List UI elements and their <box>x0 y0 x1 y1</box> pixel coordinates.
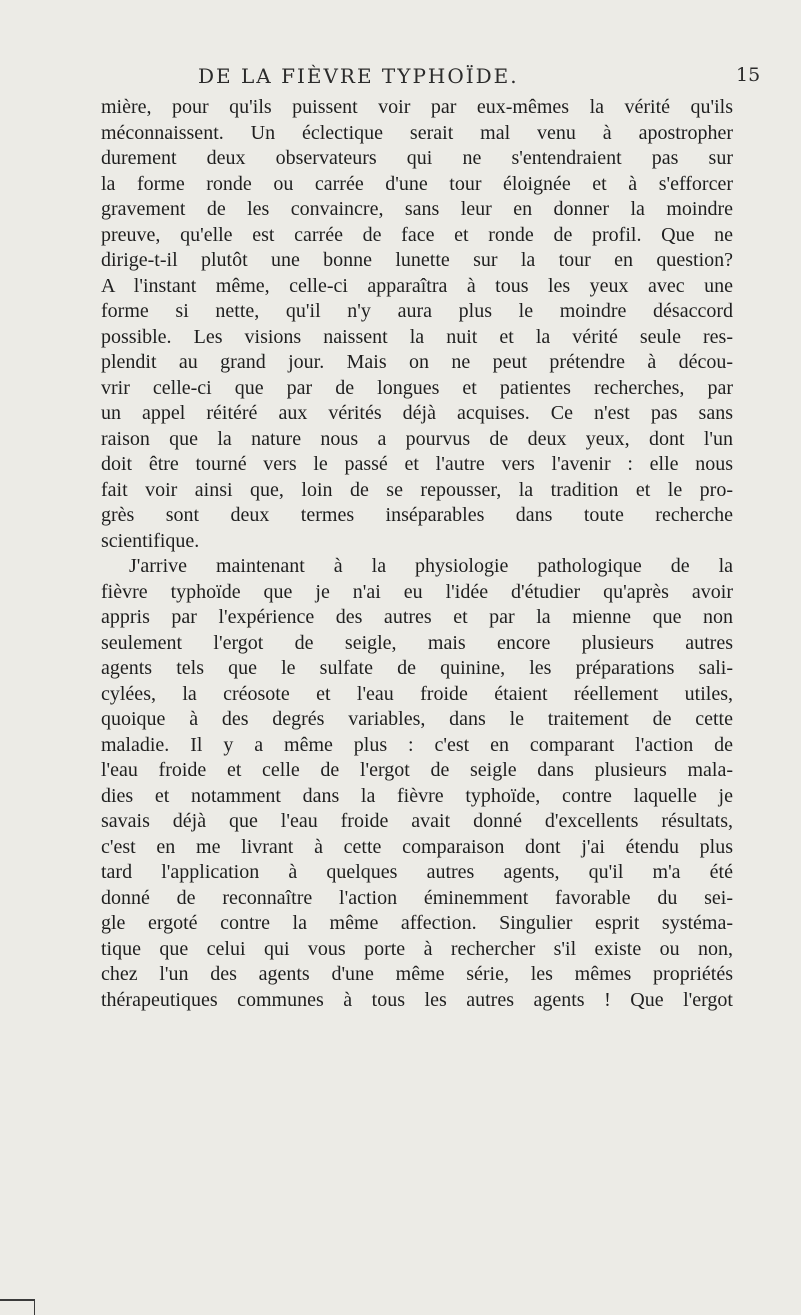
text-line: forme si nette, qu'il n'y aura plus le moindre désaccord <box>101 300 733 322</box>
text-line: savais déjà que l'eau froide avait donné d'excellents résultats, <box>101 810 733 832</box>
text-line: un appel réitéré aux vérités déjà acquises. Ce n'est pas sans <box>101 402 733 424</box>
text-line: gle ergoté contre la même affection. Singulier esprit systéma- <box>101 912 733 934</box>
text-line: dies et notamment dans la fièvre typhoïde, contre laquelle je <box>101 784 733 807</box>
page-number: 15 <box>736 64 761 86</box>
text-line: maladie. Il y a même plus : c'est en comparant l'action de <box>101 733 733 756</box>
text-line: fièvre typhoïde que je n'ai eu l'idée d'étudier qu'après avoir <box>101 580 733 603</box>
text-line: A l'instant même, celle-ci apparaîtra à tous les yeux avec une <box>101 274 733 297</box>
text-line: c'est en me livrant à cette comparaison dont j'ai étendu plus <box>101 835 733 858</box>
text-line: quoique à des degrés variables, dans le traitement de cette <box>101 708 733 730</box>
text-line: méconnaissent. Un éclectique serait mal venu à apostropher <box>101 121 733 144</box>
text-line: chez l'un des agents d'une même série, les mêmes propriétés <box>101 963 733 985</box>
text-line: agents tels que le sulfate de quinine, les préparations sali- <box>101 657 733 679</box>
text-line: fait voir ainsi que, loin de se repousser, la tradition et le pro- <box>101 478 733 501</box>
body-text <box>101 95 733 1013</box>
running-head <box>0 64 801 88</box>
text-line: mière, pour qu'ils puissent voir par eux-mêmes la vérité qu'ils <box>101 96 733 118</box>
binding-edge-mark <box>0 1299 35 1315</box>
text-line: tard l'application à quelques autres agents, qu'il m'a été <box>101 861 733 883</box>
text-line: preuve, qu'elle est carrée de face et ronde de profil. Que ne <box>101 223 733 246</box>
text-line: thérapeutiques communes à tous les autres agents ! Que l'ergot <box>101 988 733 1011</box>
text-line: possible. Les visions naissent la nuit et la vérité seule res- <box>101 325 733 348</box>
text-line: donné de reconnaître l'action éminemment favorable du sei- <box>101 886 733 909</box>
text-line: gravement de les convaincre, sans leur en donner la moindre <box>101 198 733 220</box>
text-line: doit être tourné vers le passé et l'autre vers l'avenir : elle nous <box>101 453 733 475</box>
text-line: appris par l'expérience des autres et par la mienne que non <box>101 606 733 628</box>
text-line-paragraph-start: J'arrive maintenant à la physiologie pathologique de la <box>129 555 733 577</box>
text-line: grès sont deux termes inséparables dans toute recherche <box>101 504 733 526</box>
text-line: la forme ronde ou carrée d'une tour éloignée et à s'efforcer <box>101 172 733 195</box>
text-line: dirige-t-il plutôt une bonne lunette sur la tour en question? <box>101 249 733 271</box>
text-line-paragraph-end: scientifique. <box>101 529 200 552</box>
text-line: vrir celle-ci que par de longues et patientes recherches, par <box>101 376 733 399</box>
text-line: durement deux observateurs qui ne s'entendraient pas sur <box>101 147 733 169</box>
text-line: cylées, la créosote et l'eau froide étaient réellement utiles, <box>101 682 733 705</box>
text-line: raison que la nature nous a pourvus de deux yeux, dont l'un <box>101 427 733 450</box>
text-line: tique que celui qui vous porte à rechercher s'il existe ou non, <box>101 937 733 960</box>
running-title: DE LA FIÈVRE TYPHOÏDE. <box>198 64 519 88</box>
text-line: plendit au grand jour. Mais on ne peut prétendre à décou- <box>101 351 733 373</box>
text-line: l'eau froide et celle de l'ergot de seigle dans plusieurs mala- <box>101 759 733 781</box>
text-line: seulement l'ergot de seigle, mais encore plusieurs autres <box>101 631 733 654</box>
